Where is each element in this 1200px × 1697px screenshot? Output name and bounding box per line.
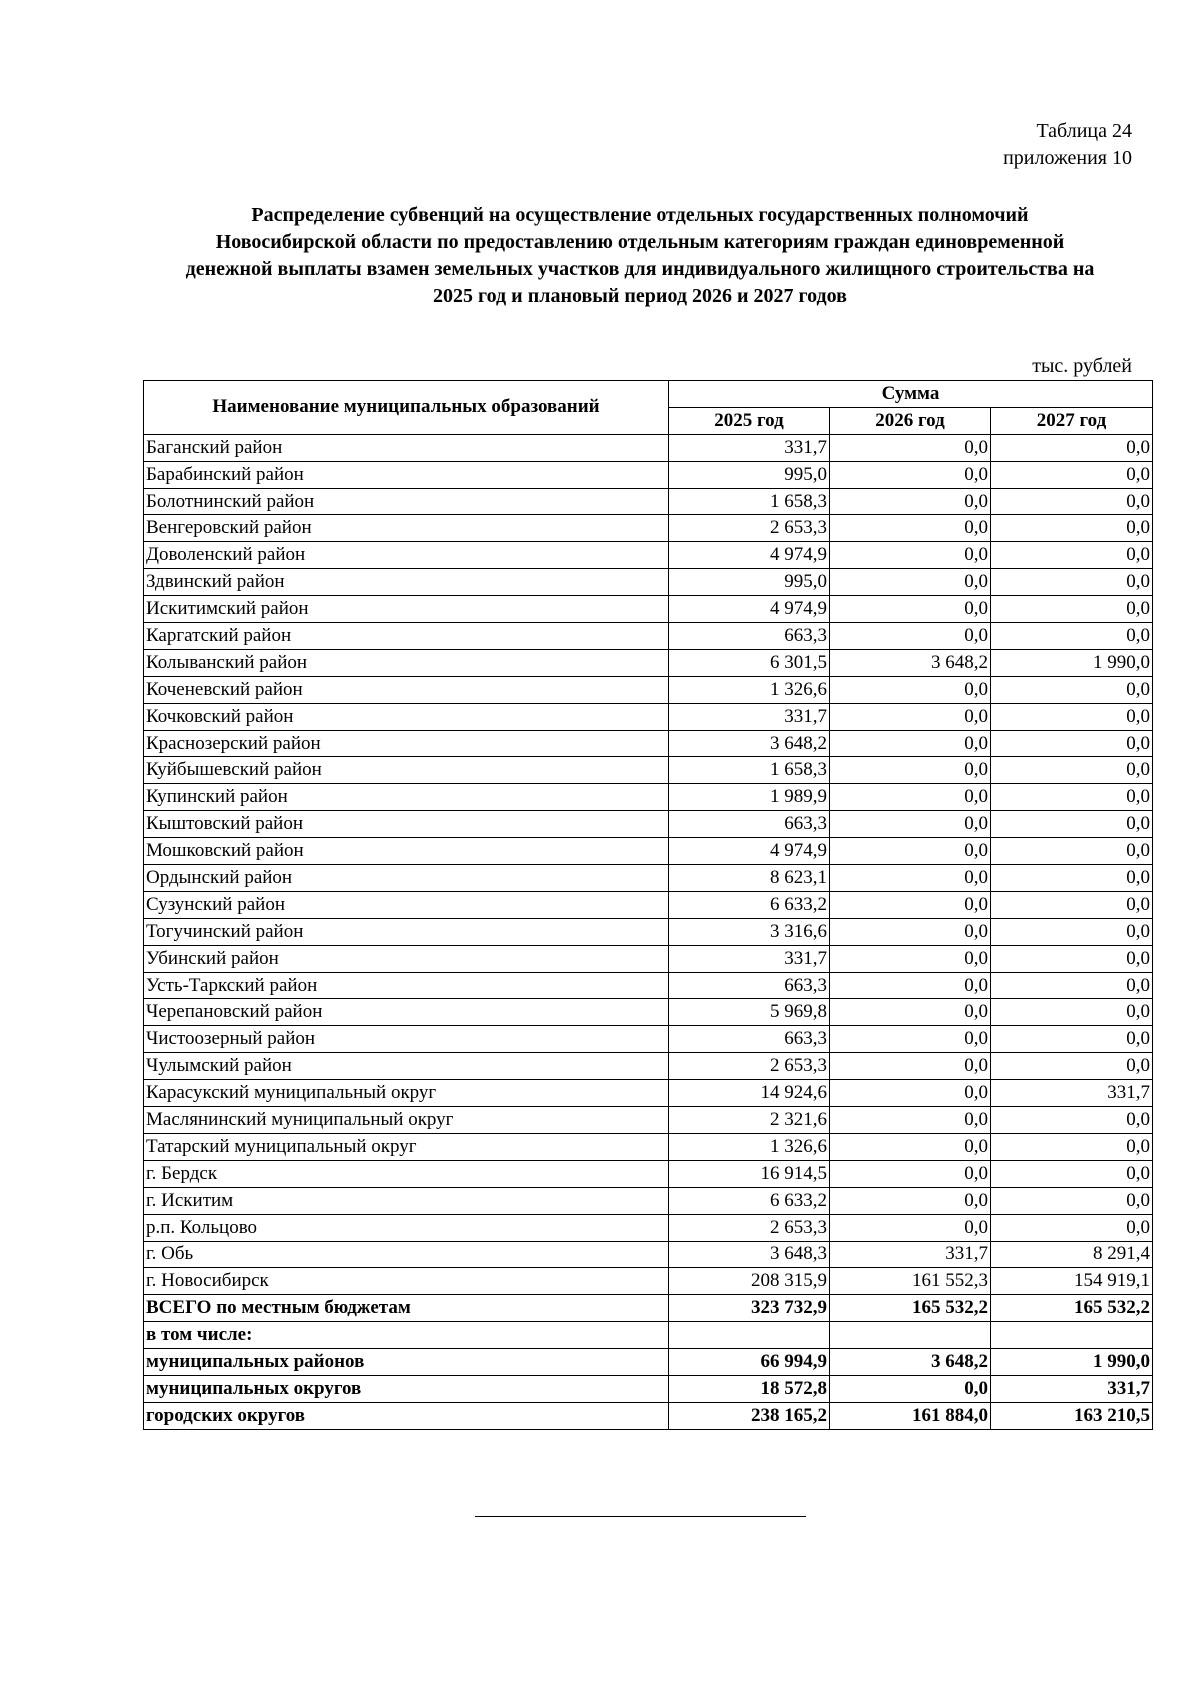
- municipality-name: в том числе:: [144, 1322, 669, 1349]
- amount-2027: 0,0: [991, 891, 1153, 918]
- amount-2027: 0,0: [991, 1107, 1153, 1134]
- table-row: [144, 1080, 1153, 1107]
- amount-2025: 2 653,3: [669, 515, 830, 542]
- amount-2025: 331,7: [669, 434, 830, 461]
- amount-2027: 1 990,0: [991, 1349, 1153, 1376]
- amount-2027: 0,0: [991, 757, 1153, 784]
- amount-2027: 0,0: [991, 434, 1153, 461]
- amount-2026: 0,0: [830, 461, 991, 488]
- amount-2027: 0,0: [991, 784, 1153, 811]
- table-row: [144, 1268, 1153, 1295]
- table-row: [144, 945, 1153, 972]
- amount-2027: 0,0: [991, 945, 1153, 972]
- table-row: [144, 1214, 1153, 1241]
- table-row: [144, 461, 1153, 488]
- table-row: [144, 757, 1153, 784]
- table-row: [144, 569, 1153, 596]
- table-row: [144, 1322, 1153, 1349]
- amount-2027: 0,0: [991, 515, 1153, 542]
- title-line-1: Распределение субвенций на осуществление отдельных государственных полномочий: [251, 204, 1029, 226]
- amount-2025: 238 165,2: [669, 1402, 830, 1429]
- amount-2027: 0,0: [991, 703, 1153, 730]
- amount-2025: 5 969,8: [669, 999, 830, 1026]
- table-row: [144, 488, 1153, 515]
- amount-2026: 0,0: [830, 865, 991, 892]
- closing-rule: [475, 1516, 806, 1517]
- municipality-name: Сузунский район: [144, 891, 669, 918]
- amount-2025: 1 658,3: [669, 757, 830, 784]
- amount-2027: 0,0: [991, 730, 1153, 757]
- amount-2026: 0,0: [830, 434, 991, 461]
- municipality-name: Каргатский район: [144, 623, 669, 650]
- municipality-name: Краснозерский район: [144, 730, 669, 757]
- municipality-name: Баганский район: [144, 434, 669, 461]
- amount-2027: 0,0: [991, 1214, 1153, 1241]
- amount-2026: 0,0: [830, 891, 991, 918]
- name-column-header: Наименование муниципальных образований: [144, 381, 669, 435]
- amount-2025: 331,7: [669, 945, 830, 972]
- amount-2027: 331,7: [991, 1375, 1153, 1402]
- amount-2025: 18 572,8: [669, 1375, 830, 1402]
- amount-2027: 0,0: [991, 1187, 1153, 1214]
- table-row: [144, 676, 1153, 703]
- amount-2025: 8 623,1: [669, 865, 830, 892]
- amount-2026: 0,0: [830, 918, 991, 945]
- amount-2025: 323 732,9: [669, 1295, 830, 1322]
- amount-2025: 2 653,3: [669, 1214, 830, 1241]
- table-row: [144, 1026, 1153, 1053]
- amount-2025: 66 994,9: [669, 1349, 830, 1376]
- table-row: [144, 1349, 1153, 1376]
- amount-2027: 0,0: [991, 542, 1153, 569]
- table-caption: [1003, 118, 1132, 172]
- municipality-name: Искитимский район: [144, 596, 669, 623]
- municipality-name: р.п. Кольцово: [144, 1214, 669, 1241]
- amount-2027: 0,0: [991, 865, 1153, 892]
- amount-2025: 2 321,6: [669, 1107, 830, 1134]
- amount-2025: 995,0: [669, 461, 830, 488]
- amount-2026: 0,0: [830, 1214, 991, 1241]
- table-row: [144, 784, 1153, 811]
- table-number-label: Таблица 24: [1036, 120, 1132, 142]
- table-row: [144, 1241, 1153, 1268]
- amount-2025: 1 658,3: [669, 488, 830, 515]
- amount-2026: 161 552,3: [830, 1268, 991, 1295]
- amount-2026: 0,0: [830, 488, 991, 515]
- amount-2027: 163 210,5: [991, 1402, 1153, 1429]
- amount-2025: 663,3: [669, 623, 830, 650]
- sum-column-header: Сумма: [669, 381, 1153, 408]
- amount-2026: 0,0: [830, 1053, 991, 1080]
- table-row: [144, 838, 1153, 865]
- amount-2026: 0,0: [830, 1187, 991, 1214]
- amount-2027: 0,0: [991, 1026, 1153, 1053]
- amount-2026: 0,0: [830, 703, 991, 730]
- amount-2027: 0,0: [991, 488, 1153, 515]
- amount-2027: 154 919,1: [991, 1268, 1153, 1295]
- amount-2025: 1 989,9: [669, 784, 830, 811]
- subvention-table: [143, 380, 1153, 1430]
- municipality-name: городских округов: [144, 1402, 669, 1429]
- amount-2026: 3 648,2: [830, 649, 991, 676]
- title-line-4: 2025 год и плановый период 2026 и 2027 годов: [433, 285, 847, 307]
- amount-2026: 331,7: [830, 1241, 991, 1268]
- table-row: [144, 542, 1153, 569]
- municipality-name: г. Бердск: [144, 1160, 669, 1187]
- amount-2025: 4 974,9: [669, 838, 830, 865]
- municipality-name: г. Новосибирск: [144, 1268, 669, 1295]
- municipality-name: Куйбышевский район: [144, 757, 669, 784]
- amount-2026: 0,0: [830, 1026, 991, 1053]
- table-row: [144, 865, 1153, 892]
- municipality-name: Ордынский район: [144, 865, 669, 892]
- amount-2025: 1 326,6: [669, 676, 830, 703]
- amount-2025: 1 326,6: [669, 1133, 830, 1160]
- amount-2027: 0,0: [991, 461, 1153, 488]
- year-header-2027: 2027 год: [991, 407, 1153, 434]
- table-row: [144, 972, 1153, 999]
- municipality-name: Доволенский район: [144, 542, 669, 569]
- amount-2027: 0,0: [991, 999, 1153, 1026]
- amount-2027: 0,0: [991, 1160, 1153, 1187]
- municipality-name: г. Искитим: [144, 1187, 669, 1214]
- amount-2026: 0,0: [830, 596, 991, 623]
- table-row: [144, 649, 1153, 676]
- municipality-name: Коченевский район: [144, 676, 669, 703]
- amount-2025: 4 974,9: [669, 542, 830, 569]
- municipality-name: Барабинский район: [144, 461, 669, 488]
- amount-2026: 0,0: [830, 811, 991, 838]
- amount-2027: 0,0: [991, 811, 1153, 838]
- municipality-name: Черепановский район: [144, 999, 669, 1026]
- table-row: [144, 1187, 1153, 1214]
- amount-2026: 0,0: [830, 623, 991, 650]
- table-row: [144, 1295, 1153, 1322]
- amount-2027: [991, 1322, 1153, 1349]
- amount-2026: 0,0: [830, 1375, 991, 1402]
- table-row: [144, 515, 1153, 542]
- amount-2027: 0,0: [991, 596, 1153, 623]
- municipality-name: Чистоозерный район: [144, 1026, 669, 1053]
- amount-2026: 0,0: [830, 999, 991, 1026]
- municipality-name: Усть-Таркский район: [144, 972, 669, 999]
- municipality-name: Венгеровский район: [144, 515, 669, 542]
- amount-2026: 0,0: [830, 730, 991, 757]
- amount-2027: 0,0: [991, 838, 1153, 865]
- municipality-name: Купинский район: [144, 784, 669, 811]
- amount-2025: 2 653,3: [669, 1053, 830, 1080]
- municipality-name: Маслянинский муниципальный округ: [144, 1107, 669, 1134]
- amount-2025: 3 316,6: [669, 918, 830, 945]
- amount-2026: 0,0: [830, 542, 991, 569]
- amount-2026: 0,0: [830, 972, 991, 999]
- municipality-name: муниципальных районов: [144, 1349, 669, 1376]
- table-row: [144, 1107, 1153, 1134]
- title-line-2: Новосибирской области по предоставлению отдельным категориям граждан единовременной: [215, 231, 1065, 253]
- amount-2026: 0,0: [830, 676, 991, 703]
- municipality-name: Татарский муниципальный округ: [144, 1133, 669, 1160]
- municipality-name: муниципальных округов: [144, 1375, 669, 1402]
- table-row: [144, 1133, 1153, 1160]
- amount-2026: 0,0: [830, 1160, 991, 1187]
- amount-2026: 165 532,2: [830, 1295, 991, 1322]
- amount-2025: 6 633,2: [669, 891, 830, 918]
- amount-2025: 995,0: [669, 569, 830, 596]
- amount-2025: 6 301,5: [669, 649, 830, 676]
- amount-2027: 165 532,2: [991, 1295, 1153, 1322]
- year-header-2026: 2026 год: [830, 407, 991, 434]
- table-row: [144, 1053, 1153, 1080]
- amount-2027: 0,0: [991, 1053, 1153, 1080]
- amount-2025: 4 974,9: [669, 596, 830, 623]
- municipality-name: г. Обь: [144, 1241, 669, 1268]
- amount-2026: 0,0: [830, 945, 991, 972]
- amount-2025: 14 924,6: [669, 1080, 830, 1107]
- amount-2027: 0,0: [991, 972, 1153, 999]
- table-row: [144, 811, 1153, 838]
- amount-2026: 0,0: [830, 569, 991, 596]
- title-line-3: денежной выплаты взамен земельных участков для индивидуального жилищного строительства на: [185, 258, 1095, 280]
- amount-2026: 3 648,2: [830, 1349, 991, 1376]
- amount-2025: 3 648,2: [669, 730, 830, 757]
- table-body: [144, 434, 1153, 1429]
- amount-2025: 3 648,3: [669, 1241, 830, 1268]
- amount-2026: 0,0: [830, 784, 991, 811]
- amount-2026: 0,0: [830, 1107, 991, 1134]
- table-row: [144, 891, 1153, 918]
- year-header-2025: 2025 год: [669, 407, 830, 434]
- amount-2025: 16 914,5: [669, 1160, 830, 1187]
- table-row: [144, 596, 1153, 623]
- amount-2027: 0,0: [991, 918, 1153, 945]
- amount-2027: 0,0: [991, 676, 1153, 703]
- municipality-name: Здвинский район: [144, 569, 669, 596]
- units-label: тыс. рублей: [1032, 355, 1132, 377]
- amount-2026: 0,0: [830, 515, 991, 542]
- amount-2025: 208 315,9: [669, 1268, 830, 1295]
- amount-2027: 8 291,4: [991, 1241, 1153, 1268]
- table-row: [144, 434, 1153, 461]
- table-row: [144, 1375, 1153, 1402]
- amount-2026: 0,0: [830, 1080, 991, 1107]
- amount-2026: 161 884,0: [830, 1402, 991, 1429]
- table-row: [144, 623, 1153, 650]
- municipality-name: Карасукский муниципальный округ: [144, 1080, 669, 1107]
- municipality-name: Мошковский район: [144, 838, 669, 865]
- amount-2026: 0,0: [830, 757, 991, 784]
- document-title: [140, 202, 1140, 310]
- amount-2026: 0,0: [830, 1133, 991, 1160]
- municipality-name: Болотнинский район: [144, 488, 669, 515]
- municipality-name: Тогучинский район: [144, 918, 669, 945]
- amount-2026: [830, 1322, 991, 1349]
- municipality-name: Кочковский район: [144, 703, 669, 730]
- table-row: [144, 730, 1153, 757]
- amount-2027: 0,0: [991, 1133, 1153, 1160]
- municipality-name: Колыванский район: [144, 649, 669, 676]
- amount-2027: 0,0: [991, 569, 1153, 596]
- table-row: [144, 999, 1153, 1026]
- amount-2025: 663,3: [669, 972, 830, 999]
- amount-2027: 0,0: [991, 623, 1153, 650]
- municipality-name: Чулымский район: [144, 1053, 669, 1080]
- appendix-label: приложения 10: [1003, 147, 1132, 169]
- amount-2026: 0,0: [830, 838, 991, 865]
- table-row: [144, 703, 1153, 730]
- amount-2025: 331,7: [669, 703, 830, 730]
- amount-2025: 6 633,2: [669, 1187, 830, 1214]
- amount-2025: [669, 1322, 830, 1349]
- table-row: [144, 1402, 1153, 1429]
- municipality-name: ВСЕГО по местным бюджетам: [144, 1295, 669, 1322]
- table-row: [144, 1160, 1153, 1187]
- amount-2025: 663,3: [669, 1026, 830, 1053]
- municipality-name: Кыштовский район: [144, 811, 669, 838]
- amount-2027: 331,7: [991, 1080, 1153, 1107]
- amount-2027: 1 990,0: [991, 649, 1153, 676]
- amount-2025: 663,3: [669, 811, 830, 838]
- table-row: [144, 918, 1153, 945]
- municipality-name: Убинский район: [144, 945, 669, 972]
